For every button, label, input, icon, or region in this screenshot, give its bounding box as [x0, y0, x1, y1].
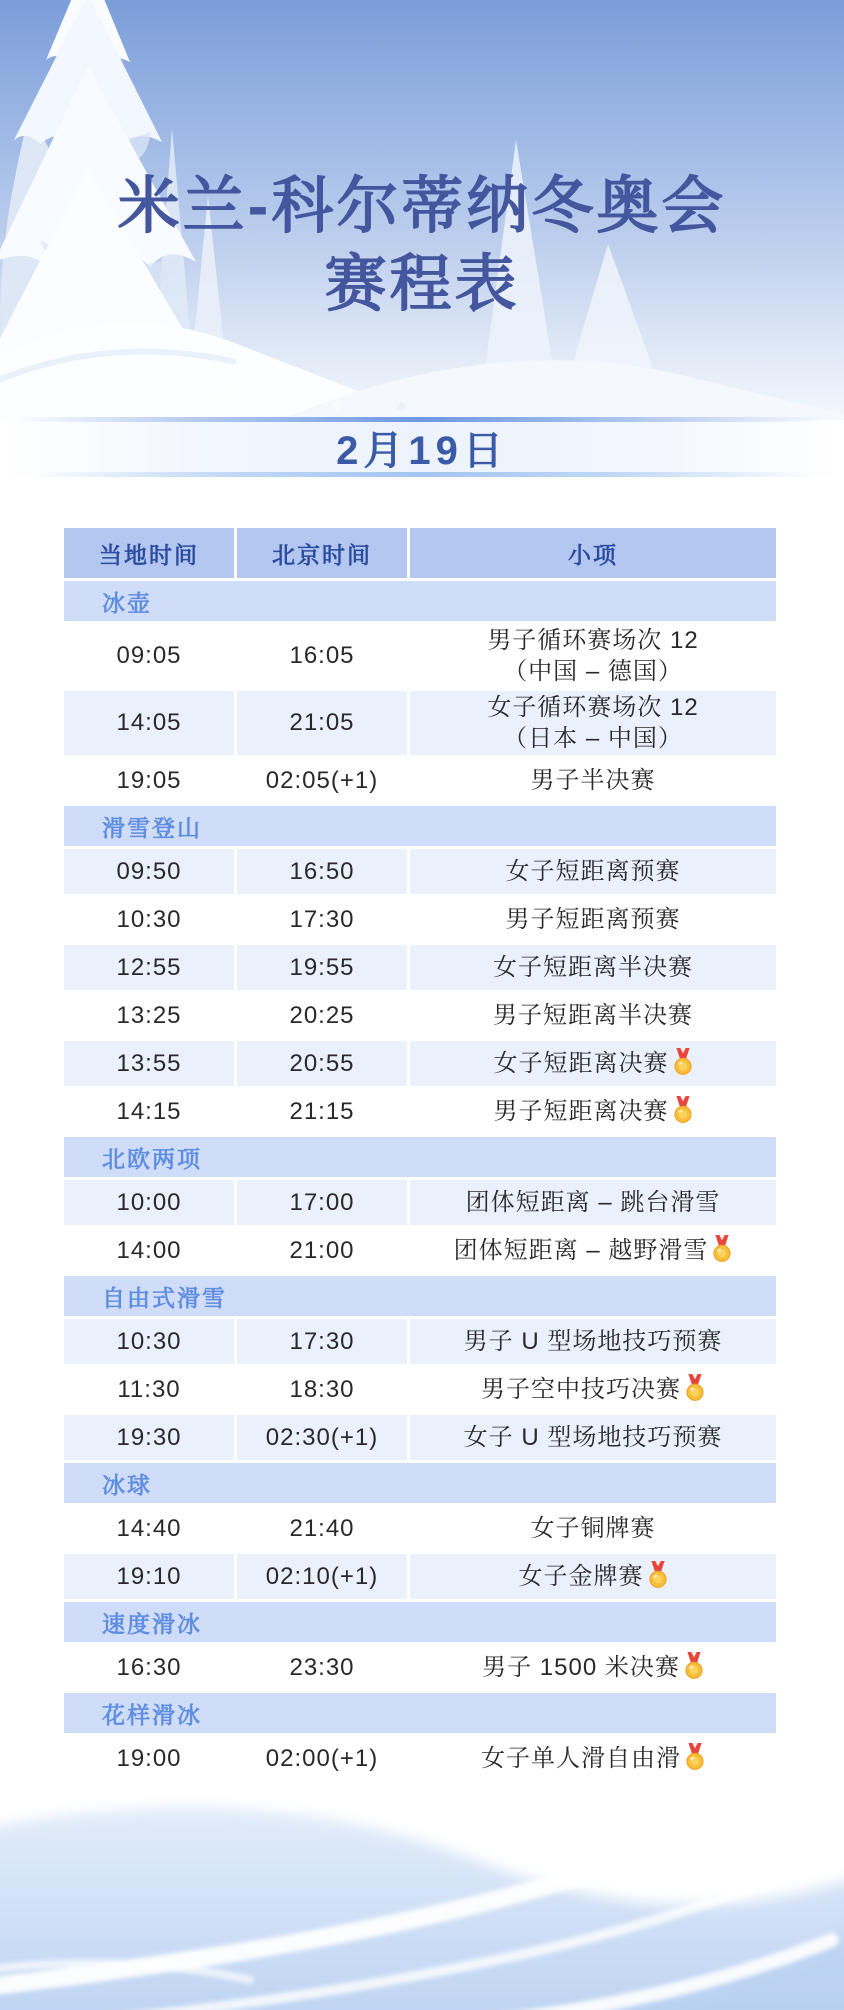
event-name	[464, 1422, 723, 1453]
sport-section-label: 自由式滑雪	[102, 1284, 227, 1311]
event-name-text: 女子金牌赛	[518, 1562, 644, 1590]
gold-medal-icon	[673, 1048, 693, 1075]
date-band	[0, 417, 844, 477]
event-name	[506, 904, 681, 935]
table-row	[64, 1367, 776, 1412]
event-name-text: 男子 1500 米决赛	[482, 1653, 680, 1681]
beijing-time-cell: 21:40	[237, 1506, 407, 1551]
gold-medal-icon	[684, 1652, 704, 1679]
event-cell	[410, 1645, 776, 1690]
table-row	[64, 1041, 776, 1086]
local-time-cell: 19:10	[64, 1554, 234, 1599]
sport-section-label: 冰球	[102, 1471, 152, 1498]
snowflake-icon: ❄	[396, 399, 407, 414]
event-cell	[410, 1228, 776, 1273]
event-name-text: 女子短距离预赛	[505, 857, 681, 885]
header-event: 小项	[410, 528, 776, 578]
event-name	[531, 765, 656, 796]
event-name-text: 男子短距离预赛	[505, 905, 681, 933]
event-name-text: 团体短距离 – 跳台滑雪	[465, 1188, 721, 1216]
event-name-text: 女子单人滑自由滑	[481, 1744, 681, 1772]
sport-section-label: 滑雪登山	[102, 814, 202, 841]
beijing-time-cell: 02:00(+1)	[237, 1736, 407, 1781]
sport-section-label: 速度滑冰	[102, 1610, 202, 1637]
beijing-time-cell: 16:05	[237, 624, 407, 688]
local-time-cell: 09:50	[64, 849, 234, 894]
event-cell	[410, 1736, 776, 1781]
gold-medal-icon	[685, 1743, 705, 1770]
table-row	[64, 1089, 776, 1134]
page-title	[0, 168, 844, 324]
local-time-cell: 09:05	[64, 624, 234, 688]
beijing-time-cell: 23:30	[237, 1645, 407, 1690]
local-time-cell: 19:05	[64, 758, 234, 803]
event-name-text: 女子循环赛场次 12	[487, 693, 699, 721]
event-name	[481, 1374, 705, 1405]
table-row	[64, 897, 776, 942]
event-name-text: 男子半决赛	[530, 766, 656, 794]
local-time-cell: 19:00	[64, 1736, 234, 1781]
snowflake-icon: ❄	[214, 379, 240, 412]
event-name-text: 男子短距离半决赛	[493, 1001, 693, 1029]
event-cell	[410, 897, 776, 942]
local-time-cell: 10:00	[64, 1180, 234, 1225]
sport-section-row	[64, 1276, 776, 1316]
event-name-text: 男子循环赛场次 12	[487, 626, 699, 654]
beijing-time-cell: 02:10(+1)	[237, 1554, 407, 1599]
event-name	[506, 856, 681, 887]
gold-medal-icon	[673, 1096, 693, 1123]
event-name	[487, 625, 698, 656]
event-cell	[410, 1415, 776, 1460]
event-cell	[410, 849, 776, 894]
table-row	[64, 1180, 776, 1225]
beijing-time-cell: 17:30	[237, 1319, 407, 1364]
event-cell	[410, 1319, 776, 1364]
local-time-cell: 19:30	[64, 1415, 234, 1460]
event-cell	[410, 945, 776, 990]
ice-swoosh-footer	[0, 1780, 844, 2010]
table-row	[64, 1554, 776, 1599]
beijing-time-cell: 21:05	[237, 691, 407, 755]
event-name	[482, 1652, 704, 1683]
event-name-text: 女子 U 型场地技巧预赛	[463, 1423, 723, 1451]
local-time-cell: 11:30	[64, 1367, 234, 1412]
snowflake-icon: ❄	[330, 398, 344, 415]
sport-section-label: 冰壶	[102, 589, 152, 616]
sport-section-row	[64, 1137, 776, 1177]
table-row	[64, 1415, 776, 1460]
page-title-line2: 赛程表	[324, 250, 520, 319]
beijing-time-cell: 18:30	[237, 1367, 407, 1412]
local-time-cell: 14:40	[64, 1506, 234, 1551]
event-cell	[410, 1180, 776, 1225]
event-name-text: 女子短距离半决赛	[493, 953, 693, 981]
beijing-time-cell: 20:25	[237, 993, 407, 1038]
table-row	[64, 1736, 776, 1781]
gold-medal-icon	[712, 1235, 732, 1262]
beijing-time-cell: 20:55	[237, 1041, 407, 1086]
event-name	[487, 692, 698, 723]
event-cell	[410, 1554, 776, 1599]
event-name	[493, 952, 693, 983]
sport-section-label: 花样滑冰	[102, 1701, 202, 1728]
sport-section-label: 北欧两项	[102, 1145, 202, 1172]
page-title-line1: 米兰-科尔蒂纳冬奥会	[117, 172, 727, 241]
event-name	[481, 1743, 705, 1774]
local-time-cell: 13:25	[64, 993, 234, 1038]
beijing-time-cell: 19:55	[237, 945, 407, 990]
table-row	[64, 691, 776, 755]
table-row	[64, 1506, 776, 1551]
event-name	[531, 1513, 656, 1544]
event-name-text: 男子短距离决赛	[493, 1097, 669, 1125]
schedule-table	[64, 528, 776, 1781]
event-name	[466, 1187, 721, 1218]
sport-section-row	[64, 806, 776, 846]
local-time-cell: 14:05	[64, 691, 234, 755]
beijing-time-cell: 17:00	[237, 1180, 407, 1225]
sport-section-row	[64, 1602, 776, 1642]
event-name	[464, 1326, 723, 1357]
gold-medal-icon	[648, 1561, 668, 1588]
event-cell	[410, 1367, 776, 1412]
header-local-time: 当地时间	[64, 528, 234, 578]
sport-section-row	[64, 1463, 776, 1503]
table-row	[64, 945, 776, 990]
event-cell	[410, 624, 776, 688]
beijing-time-cell: 16:50	[237, 849, 407, 894]
beijing-time-cell: 21:15	[237, 1089, 407, 1134]
beijing-time-cell: 02:30(+1)	[237, 1415, 407, 1460]
local-time-cell: 12:55	[64, 945, 234, 990]
event-cell	[410, 758, 776, 803]
local-time-cell: 10:30	[64, 897, 234, 942]
sport-section-row	[64, 1693, 776, 1733]
event-subtext: （日本 – 中国）	[503, 725, 683, 752]
table-row	[64, 1228, 776, 1273]
beijing-time-cell: 02:05(+1)	[237, 758, 407, 803]
table-row	[64, 758, 776, 803]
event-name	[493, 1000, 693, 1031]
event-name	[494, 1048, 693, 1079]
gold-medal-icon	[685, 1374, 705, 1401]
local-time-cell: 10:30	[64, 1319, 234, 1364]
beijing-time-cell: 17:30	[237, 897, 407, 942]
local-time-cell: 14:15	[64, 1089, 234, 1134]
table-header-row	[64, 528, 776, 578]
header-beijing-time: 北京时间	[237, 528, 407, 578]
event-name	[519, 1561, 668, 1592]
table-row	[64, 1645, 776, 1690]
event-cell	[410, 691, 776, 755]
beijing-time-cell: 21:00	[237, 1228, 407, 1273]
sport-section-row	[64, 581, 776, 621]
event-cell	[410, 1089, 776, 1134]
event-name-text: 男子 U 型场地技巧预赛	[463, 1327, 723, 1355]
event-name-text: 女子铜牌赛	[530, 1514, 656, 1542]
local-time-cell: 14:00	[64, 1228, 234, 1273]
event-name	[454, 1235, 733, 1266]
event-name-text: 男子空中技巧决赛	[481, 1375, 681, 1403]
event-cell	[410, 1041, 776, 1086]
local-time-cell: 16:30	[64, 1645, 234, 1690]
table-row	[64, 624, 776, 688]
event-cell	[410, 1506, 776, 1551]
table-row	[64, 1319, 776, 1364]
event-name-text: 团体短距离 – 越野滑雪	[453, 1236, 709, 1264]
local-time-cell: 13:55	[64, 1041, 234, 1086]
event-name	[494, 1096, 693, 1127]
event-cell	[410, 993, 776, 1038]
date-label: 2月19日	[336, 428, 508, 473]
table-row	[64, 993, 776, 1038]
table-row	[64, 849, 776, 894]
event-subtext: （中国 – 德国）	[503, 658, 683, 685]
event-name-text: 女子短距离决赛	[493, 1049, 669, 1077]
